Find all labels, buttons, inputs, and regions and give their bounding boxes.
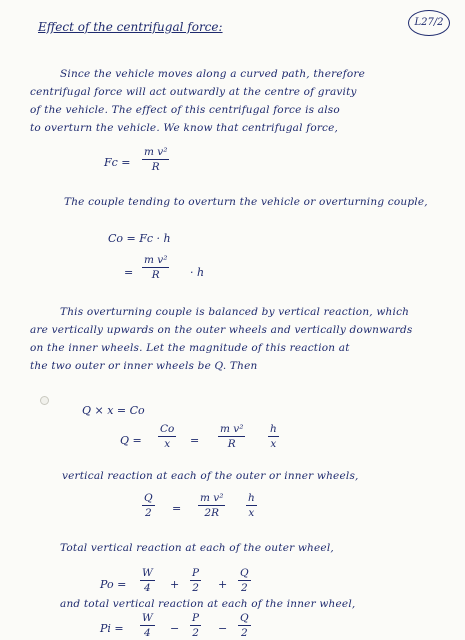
eq-pi-frac-c [238, 612, 251, 639]
eq-po-b-den: 2 [192, 582, 199, 594]
eq-q2-f1-den: x [164, 438, 171, 450]
eq-q2-equals: = [190, 434, 200, 447]
eq-pi-a-num: W [142, 612, 153, 624]
paragraph2: The couple tending to overturn the vehicle or overturning couple, [64, 196, 428, 208]
paragraph3-line3: on the inner wheels. Let the magnitude of this reaction at [30, 342, 350, 354]
eq-po-a-den: 4 [144, 582, 151, 594]
eq-po-op2: + [218, 578, 228, 591]
eq-pi-frac-b [190, 612, 201, 639]
eq-q2-f2-den: R [227, 438, 236, 450]
eq-q2-lhs: Q = [120, 434, 142, 447]
paragraph6: and total vertical reaction at each of the inner wheel, [60, 598, 356, 610]
eq-q3-fraction2 [246, 492, 257, 519]
paragraph4: vertical reaction at each of the outer or inner wheels, [62, 470, 359, 482]
eq-po-frac-b [190, 567, 201, 594]
eq-q3-num: m v² [200, 492, 224, 504]
punch-hole [40, 396, 49, 405]
paragraph1-line2: centrifugal force will act outwardly at the centre of gravity [30, 86, 357, 98]
eq-q2-f1-num: Co [160, 423, 175, 435]
eq-co-den: R [151, 269, 160, 281]
eq-po-op1: + [170, 578, 180, 591]
paragraph3-line1: This overturning couple is balanced by vertical reaction, which [60, 306, 410, 318]
eq-pi-frac-a [140, 612, 155, 639]
eq-q3-lhs-fraction [142, 492, 155, 519]
eq-co-line1: Co = Fc · h [108, 232, 171, 245]
paragraph1-line3: of the vehicle. The effect of this centrifugal force is also [30, 104, 340, 116]
eq-q3-lhs-num: Q [144, 492, 153, 504]
eq-q1: Q × x = Co [82, 404, 145, 417]
eq-q3-equals: = [172, 502, 182, 515]
eq-q3-f2-num: h [248, 492, 255, 504]
eq-co-tail: · h [190, 266, 205, 279]
eq-fc-lhs: Fc = [104, 156, 131, 169]
eq-pi-c-num: Q [240, 612, 249, 624]
eq-po-c-num: Q [240, 567, 249, 579]
eq-pi-b-den: 2 [192, 627, 199, 639]
eq-pi-b-num: P [192, 612, 200, 624]
eq-pi-op2: − [218, 622, 228, 635]
eq-fc-fraction [142, 146, 169, 173]
eq-q2-f2-num: m v² [220, 423, 244, 435]
paragraph1-line1: Since the vehicle moves along a curved path, therefore [60, 68, 366, 80]
eq-q2-fraction2 [218, 423, 245, 450]
paragraph1-line4: to overturn the vehicle. We know that centrifugal force, [30, 122, 339, 134]
eq-q3-f2-den: x [248, 507, 255, 519]
eq-q2-fraction3 [268, 423, 279, 450]
paragraph5: Total vertical reaction at each of the outer wheel, [60, 542, 334, 554]
eq-po-a-num: W [142, 567, 153, 579]
eq-q2-fraction1 [158, 423, 176, 450]
eq-po-frac-c [238, 567, 251, 594]
paragraph3-line4: the two outer or inner wheels be Q. Then [30, 360, 258, 372]
eq-po-frac-a [140, 567, 155, 594]
eq-pi-lhs: Pi = [100, 622, 124, 635]
eq-po-b-num: P [192, 567, 200, 579]
eq-po-c-den: 2 [240, 582, 248, 594]
paragraph3-line2: are vertically upwards on the outer wheels and vertically downwards [30, 324, 413, 336]
eq-po-lhs: Po = [100, 578, 127, 591]
eq-q3-lhs-den: 2 [144, 507, 152, 519]
eq-co-equals: = [124, 266, 134, 279]
eq-q2-f3-num: h [270, 423, 277, 435]
eq-pi-op1: − [170, 622, 180, 635]
page-title: Effect of the centrifugal force: [38, 20, 223, 34]
eq-co-fraction [142, 254, 169, 281]
eq-q3-fraction [198, 492, 225, 519]
eq-q2-f3-den: x [270, 438, 277, 450]
eq-fc-den: R [151, 161, 160, 173]
eq-q3-den: 2R [204, 507, 220, 519]
eq-co-num: m v² [144, 254, 168, 266]
eq-pi-c-den: 2 [240, 627, 248, 639]
eq-pi-a-den: 4 [144, 627, 151, 639]
page-number: L27/2 [408, 10, 450, 36]
eq-fc-num: m v² [144, 146, 168, 158]
